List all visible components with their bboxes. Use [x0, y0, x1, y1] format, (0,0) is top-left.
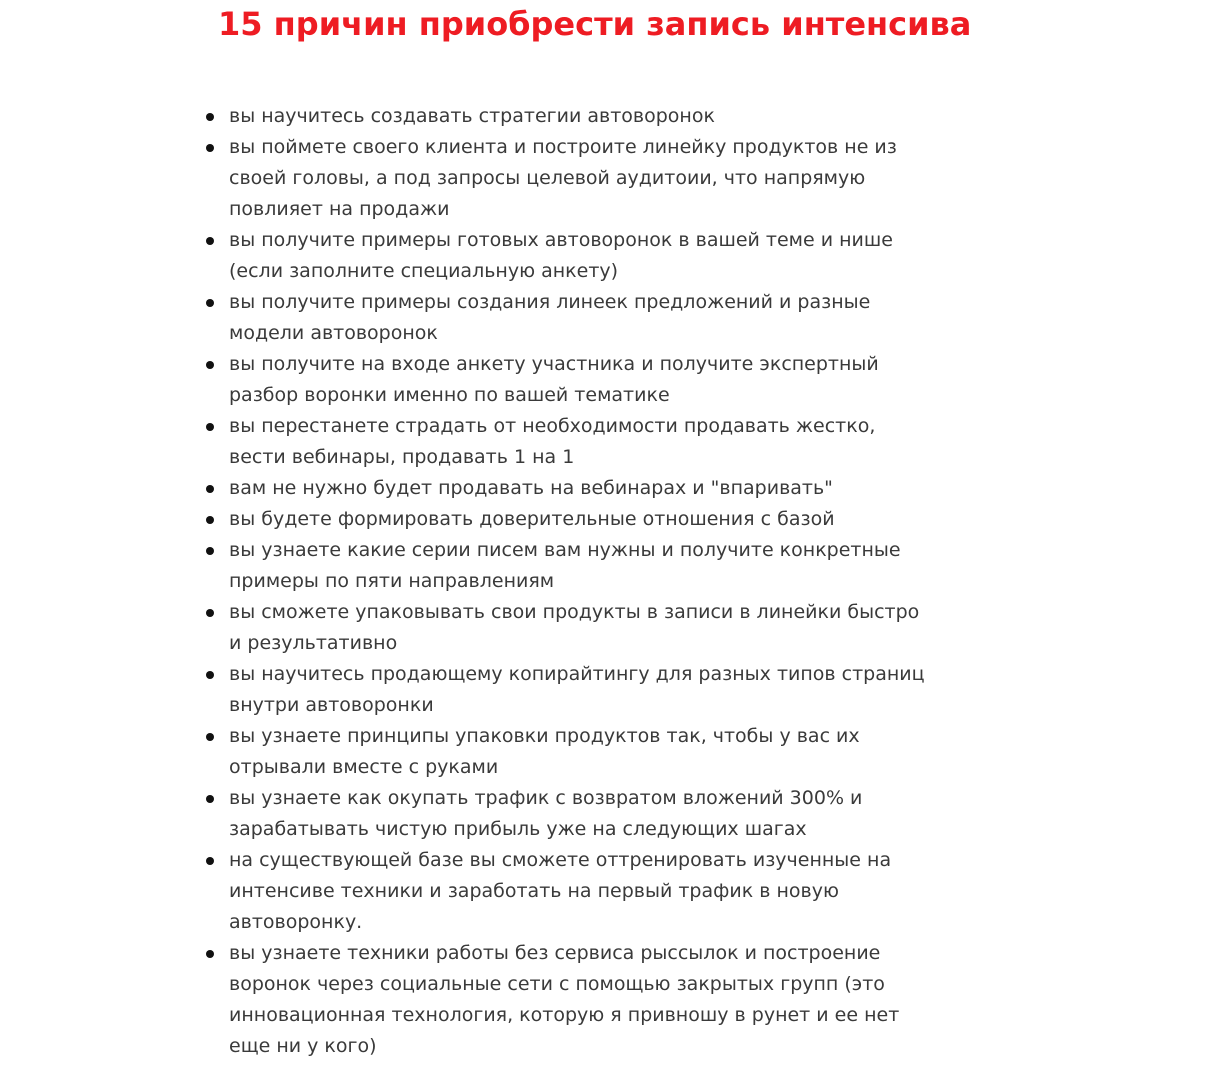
bullet-icon	[206, 950, 214, 958]
list-item-text: вы научитесь создавать стратегии автоворонок	[229, 105, 715, 127]
list-item-text: вы перестанете страдать от необходимости продавать жестко, вести вебинары, продавать 1 на 1	[229, 415, 876, 468]
list-item-text: вы узнаете какие серии писем вам нужны и получите конкретные примеры по пяти направлениям	[229, 539, 901, 592]
list-item-text: вы сможете упаковывать свои продукты в записи в линейки быстро и результативно	[229, 601, 920, 654]
list-item	[229, 938, 929, 1062]
list-item	[229, 411, 929, 473]
bullet-icon	[206, 361, 214, 369]
list-item-text: вы научитесь продающему копирайтингу для разных типов страниц внутри автоворонки	[229, 663, 925, 716]
reasons-list	[229, 101, 929, 1062]
list-item-text: на существующей базе вы сможете оттренировать изученные на интенсиве техники и заработать на первый трафик в новую автоворонку.	[229, 849, 892, 933]
bullet-icon	[206, 299, 214, 307]
list-item	[229, 504, 929, 535]
bullet-icon	[206, 144, 214, 152]
bullet-icon	[206, 795, 214, 803]
bullet-icon	[206, 609, 214, 617]
list-item	[229, 349, 929, 411]
list-item-text: вы получите примеры готовых автоворонок в вашей теме и нише (если заполните специальную анкету)	[229, 229, 893, 282]
list-item	[229, 132, 929, 225]
list-item	[229, 659, 929, 721]
list-item-text: вы узнаете как окупать трафик с возвратом вложений 300% и зарабатывать чистую прибыль уже на следующих шагах	[229, 787, 863, 840]
list-item	[229, 225, 929, 287]
bullet-icon	[206, 485, 214, 493]
bullet-icon	[206, 516, 214, 524]
list-item	[229, 287, 929, 349]
bullet-icon	[206, 423, 214, 431]
list-item	[229, 473, 929, 504]
list-item	[229, 597, 929, 659]
bullet-icon	[206, 671, 214, 679]
list-item	[229, 535, 929, 597]
list-item	[229, 845, 929, 938]
list-item-text: вы узнаете техники работы без сервиса рыссылок и построение воронок через социальные сети с помощью закрытых групп (это инновационная технология, которую я привношу в рунет и ее нет еще ни у кого)	[229, 942, 900, 1057]
list-item	[229, 101, 929, 132]
bullet-icon	[206, 857, 214, 865]
list-item-text: вы будете формировать доверительные отношения с базой	[229, 508, 835, 530]
list-item-text: вы поймете своего клиента и построите линейку продуктов не из своей головы, а под запросы целевой аудитоии, что напрямую повлияет на продажи	[229, 136, 897, 220]
list-item	[229, 783, 929, 845]
list-item-text: вы узнаете принципы упаковки продуктов так, чтобы у вас их отрывали вместе с руками	[229, 725, 860, 778]
bullet-icon	[206, 113, 214, 121]
list-item-text: вы получите на входе анкету участника и получите экспертный разбор воронки именно по вашей тематике	[229, 353, 879, 406]
list-item-text: вы получите примеры создания линеек предложений и разные модели автоворонок	[229, 291, 871, 344]
page-title: 15 причин приобрести запись интенсива	[218, 5, 972, 43]
bullet-icon	[206, 547, 214, 555]
bullet-icon	[206, 237, 214, 245]
list-item	[229, 721, 929, 783]
list-item-text: вам не нужно будет продавать на вебинарах и "впаривать"	[229, 477, 833, 499]
bullet-icon	[206, 733, 214, 741]
